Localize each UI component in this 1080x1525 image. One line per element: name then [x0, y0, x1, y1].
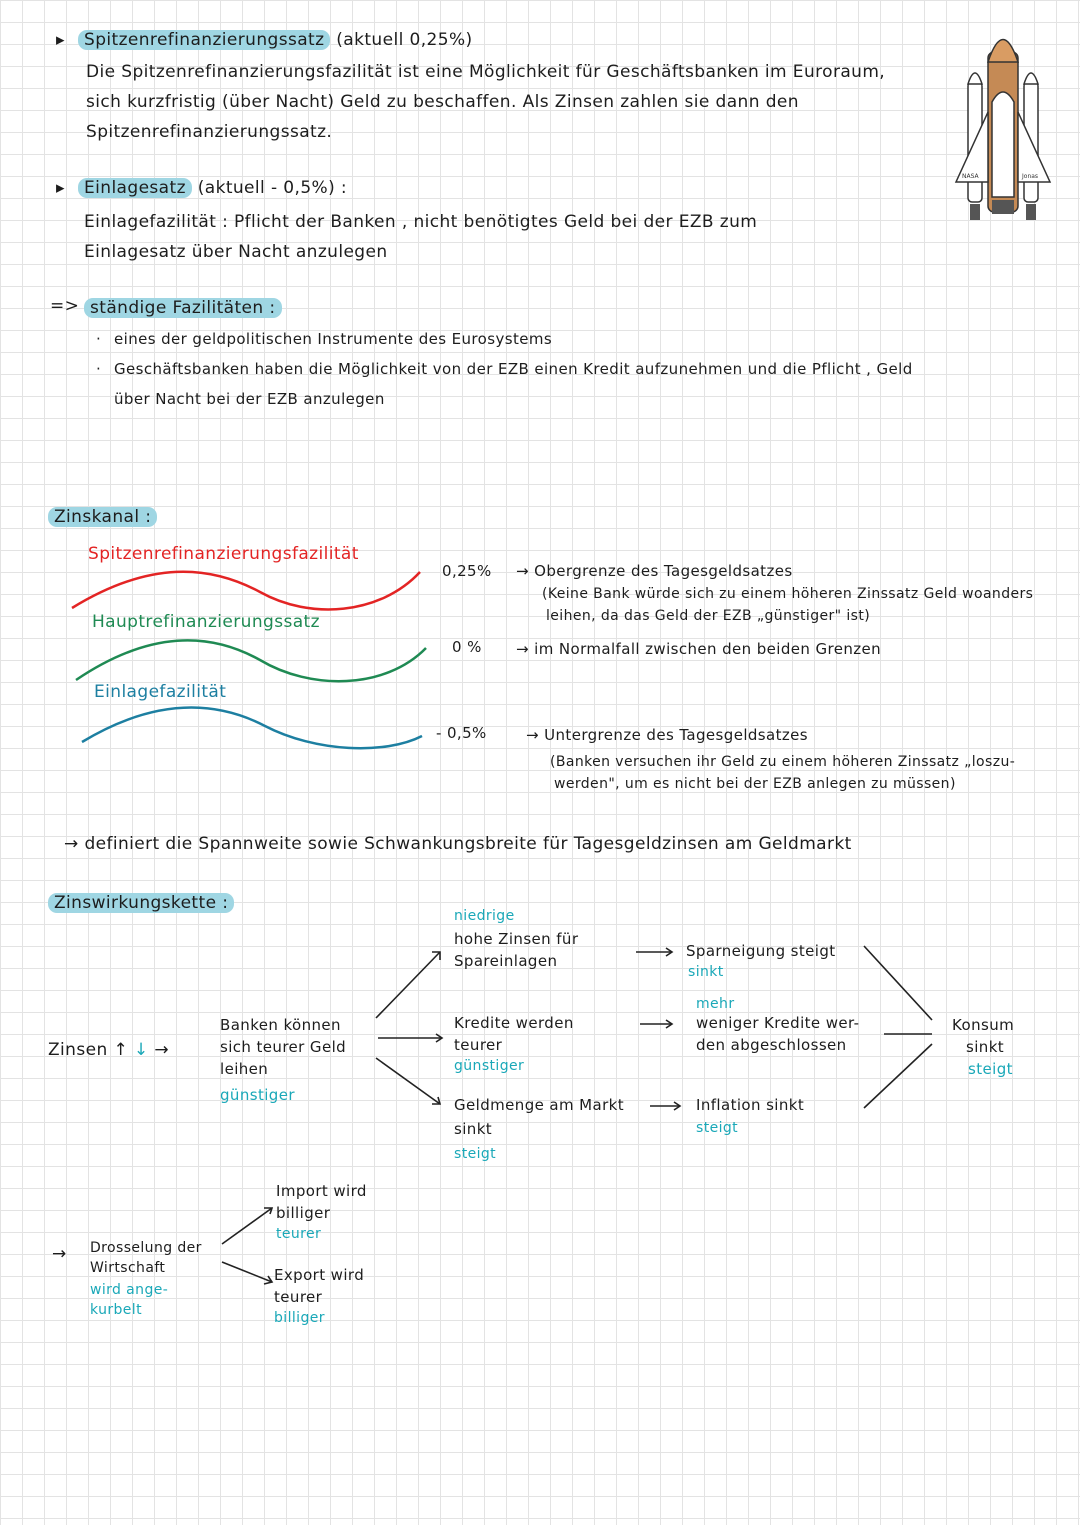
section3-bullet-1: eines der geldpolitischen Instrumente des Eurosystems — [114, 330, 553, 348]
note-middle-head: → im Normalfall zwischen den beiden Grenzen — [516, 640, 882, 658]
inflation-alt: steigt — [696, 1120, 739, 1136]
sparneigung-text: Sparneigung steigt — [686, 942, 836, 960]
rate-lower: - 0,5% — [436, 724, 487, 742]
rocket-label-right: Jonas — [1022, 173, 1039, 180]
spitzenrefinanzierungssatz-title: Spitzenrefinanzierungssatz — [78, 30, 330, 50]
drosselung-line-1: Drosselung der — [90, 1240, 202, 1256]
export-line-2: teurer — [274, 1288, 323, 1306]
export-line-1: Export wird — [274, 1266, 365, 1284]
geldmenge-line-1: Geldmenge am Markt — [454, 1096, 625, 1114]
zinskanal-conclusion: → definiert die Spannweite sowie Schwankungsbreite für Tagesgeldzinsen am Geldmarkt — [64, 834, 852, 854]
curve-label-spitzenrefinanzierungsfazilitaet: Spitzenrefinanzierungsfazilität — [88, 544, 359, 564]
curve-label-einlagefazilitaet: Einlagefazilität — [94, 682, 227, 702]
arrow-right-icon: → — [154, 1040, 170, 1060]
section3-arrow: => — [50, 296, 80, 316]
curve-spitzenrefinanzierungsfazilitaet — [72, 572, 420, 610]
spar-line-2: Spareinlagen — [454, 952, 558, 970]
banks-alt: günstiger — [220, 1086, 295, 1104]
note-upper-sub-2: leihen, da das Geld der EZB „günstiger" ist) — [546, 608, 871, 624]
geldmenge-line-2: sinkt — [454, 1120, 493, 1138]
staendige-fazilitaeten-title: ständige Fazilitäten : — [84, 298, 282, 318]
section1-line-2: sich kurzfristig (über Nacht) Geld zu beschaffen. Als Zinsen zahlen sie dann den — [86, 92, 799, 112]
konsum-alt: steigt — [968, 1060, 1013, 1078]
konsum-line-1: Konsum — [952, 1016, 1015, 1034]
section3-dot-2: · — [96, 360, 102, 378]
section1-line-1: Die Spitzenrefinanzierungsfazilität ist eine Möglichkeit für Geschäftsbanken im Euroraum, — [86, 62, 886, 82]
note-lower-head: → Untergrenze des Tagesgeldsatzes — [526, 726, 809, 744]
note-lower-sub-1: (Banken versuchen ihr Geld zu einem höheren Zinssatz „loszu- — [550, 754, 1016, 770]
note-lower-sub-2: werden", um es nicht bei der EZB anlegen zu müssen) — [554, 776, 956, 792]
kredite-line-2: teurer — [454, 1036, 503, 1054]
konsum-line-2: sinkt — [966, 1038, 1005, 1056]
import-line-1: Import wird — [276, 1182, 367, 1200]
kredite-line-1: Kredite werden — [454, 1014, 574, 1032]
drosselung-alt-1: wird ange- — [90, 1282, 169, 1298]
inflation-text: Inflation sinkt — [696, 1096, 805, 1114]
import-line-2: billiger — [276, 1204, 331, 1222]
zinswirkungskette-title: Zinswirkungskette : — [48, 893, 234, 913]
curve-label-hauptrefinanzierungssatz: Hauptrefinanzierungssatz — [92, 612, 320, 632]
export-alt: billiger — [274, 1310, 325, 1326]
section3-bullet-2: Geschäftsbanken haben die Möglichkeit von der EZB einen Kredit aufzunehmen und die Pflicht , Geld — [114, 360, 913, 378]
weniger-line-2: den abgeschlossen — [696, 1036, 847, 1054]
kredite-alt: günstiger — [454, 1058, 525, 1074]
section3-bullet-3: über Nacht bei der EZB anzulegen — [114, 390, 385, 408]
spar-line-1: hohe Zinsen für — [454, 930, 579, 948]
section2-bullet: ▸ — [56, 178, 65, 198]
rate-upper: 0,25% — [442, 562, 492, 580]
rate-middle: 0 % — [452, 638, 482, 656]
drosselung-arrow: → — [52, 1244, 67, 1264]
section2-rate: (aktuell - 0,5%) : — [197, 178, 348, 198]
sparneigung-alt: sinkt — [688, 964, 724, 980]
curve-einlagefazilitaet — [82, 707, 422, 748]
drosselung-line-2: Wirtschaft — [90, 1260, 166, 1276]
drosselung-alt-2: kurbelt — [90, 1302, 142, 1318]
section2-line-1: Einlagefazilität : Pflicht der Banken , nicht benötigtes Geld bei der EZB zum — [84, 212, 758, 232]
weniger-alt: mehr — [696, 996, 735, 1012]
einlagesatz-title: Einlagesatz — [78, 178, 192, 198]
zinswirkungskette-heading — [48, 889, 234, 918]
section1-line-3: Spitzenrefinanzierungssatz. — [86, 122, 333, 142]
zinskanal-title: Zinskanal : — [48, 507, 157, 527]
geldmenge-alt: steigt — [454, 1146, 497, 1162]
spar-alt: niedrige — [454, 908, 515, 924]
curve-hauptrefinanzierungssatz — [76, 640, 426, 681]
arrow-down-icon: ↓ — [133, 1040, 149, 1060]
arrow-up-icon: ↑ — [113, 1040, 129, 1060]
import-alt: teurer — [276, 1226, 322, 1242]
weniger-line-1: weniger Kredite wer- — [696, 1014, 860, 1032]
section1-rate: (aktuell 0,25%) — [336, 30, 473, 50]
section1-bullet: ▸ — [56, 30, 65, 50]
section3-dot-1: · — [96, 330, 102, 348]
rocket-label-left: NASA — [962, 173, 979, 180]
note-upper-head: → Obergrenze des Tagesgeldsatzes — [516, 562, 793, 580]
banks-line-2: sich teurer Geld — [220, 1038, 347, 1056]
banks-line-1: Banken können — [220, 1016, 341, 1034]
banks-line-3: leihen — [220, 1060, 269, 1078]
zinsen-label: Zinsen — [48, 1040, 108, 1060]
note-upper-sub-1: (Keine Bank würde sich zu einem höheren Zinssatz Geld woanders — [542, 586, 1034, 602]
kette-zinsen — [48, 1036, 169, 1065]
section2-line-2: Einlagesatz über Nacht anzulegen — [84, 242, 388, 262]
